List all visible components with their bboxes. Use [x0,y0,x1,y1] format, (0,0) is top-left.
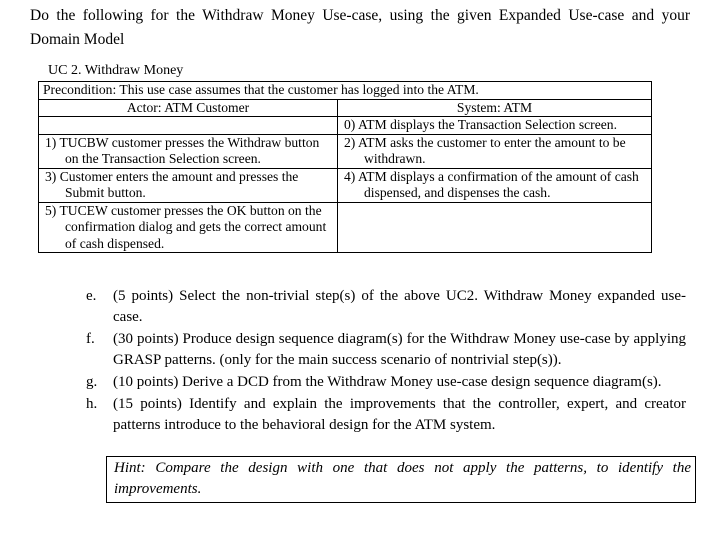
question-text: (10 points) Derive a DCD from the Withdraw Money use-case design sequence diagram(s). [113,374,662,390]
system-step: 0) ATM displays the Transaction Selection screen. [338,117,652,135]
question-item [86,329,686,371]
system-header: System: ATM [338,99,652,117]
use-case-table [38,81,652,253]
question-item [86,394,686,436]
table-row [39,168,652,202]
question-text: (15 points) Identify and explain the improvements that the controller, expert, and creator patterns introduce to the behavioral design for the ATM system. [113,396,686,433]
hint-box: Hint: Compare the design with one that does not apply the patterns, to identify the improvements. [106,456,696,503]
question-item [86,372,686,393]
question-letter: e. [86,288,97,304]
system-step: 4) ATM displays a confirmation of the amount of cash dispensed, and dispenses the cash. [338,168,652,202]
table-row [39,202,652,253]
precondition-cell: Precondition: This use case assumes that the customer has logged into the ATM. [39,82,652,100]
actor-step: 1) TUCBW customer presses the Withdraw button on the Transaction Selection screen. [39,134,338,168]
actor-step: 5) TUCEW customer presses the OK button on the confirmation dialog and gets the correct amount of cash dispensed. [39,202,338,253]
actor-step: 3) Customer enters the amount and presses the Submit button. [39,168,338,202]
question-text: (5 points) Select the non-trivial step(s) of the above UC2. Withdraw Money expanded use-case. [113,288,686,325]
actor-header: Actor: ATM Customer [39,99,338,117]
system-step-empty [338,202,652,253]
question-letter: h. [86,396,98,412]
actor-step-empty [39,117,338,135]
question-list [86,286,686,437]
system-step: 2) ATM asks the customer to enter the amount to be withdrawn. [338,134,652,168]
intro-text: Do the following for the Withdraw Money Use-case, using the given Expanded Use-case and your Domain Model [30,7,690,48]
question-text: (30 points) Produce design sequence diagram(s) for the Withdraw Money use-case by applying GRASP patterns. (only for the main success scenario of nontrivial step(s)). [113,331,686,368]
table-row [39,117,652,135]
question-letter: g. [86,374,98,390]
question-letter: f. [86,331,95,347]
use-case-title: UC 2. Withdraw Money [48,63,184,78]
question-item [86,286,686,328]
